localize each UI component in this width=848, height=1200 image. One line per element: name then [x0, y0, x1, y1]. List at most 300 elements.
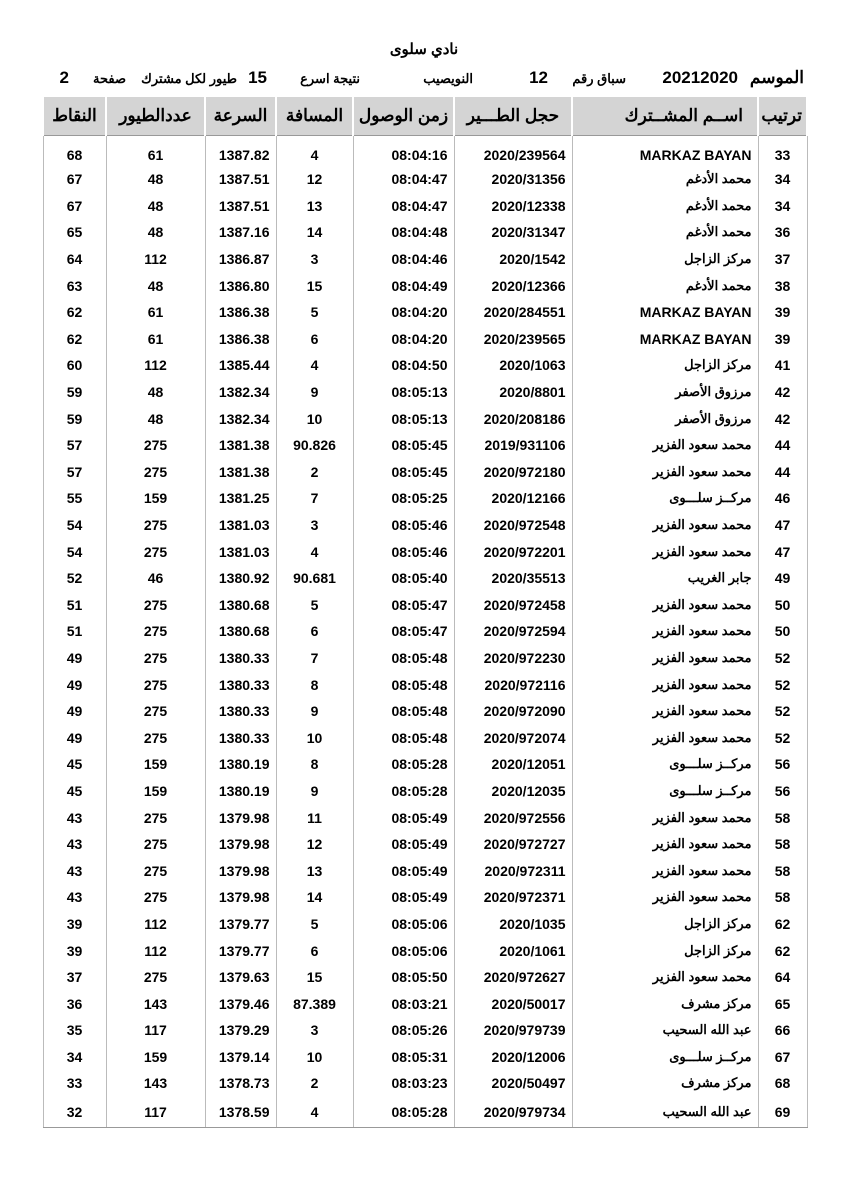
ring-cell: 2020/31347	[454, 219, 572, 246]
bird-count-cell: 117	[106, 1017, 205, 1044]
participant-cell: محمد سعود الفزير	[572, 618, 758, 645]
bird-count-cell: 275	[106, 671, 205, 698]
arrival-time-cell: 08:05:28	[353, 1097, 454, 1128]
table-row	[43, 990, 807, 1017]
points-cell: 37	[43, 964, 106, 991]
table-row	[43, 219, 807, 246]
points-cell: 45	[43, 751, 106, 778]
rank-cell: 44	[758, 459, 807, 486]
points-cell: 54	[43, 538, 106, 565]
table-row	[43, 911, 807, 938]
points-cell: 54	[43, 512, 106, 539]
bird-count-cell: 275	[106, 698, 205, 725]
ring-cell: 2020/12338	[454, 193, 572, 220]
arrival-time-cell: 08:05:49	[353, 804, 454, 831]
speed-cell: 1387.16	[205, 219, 276, 246]
rank-cell: 36	[758, 219, 807, 246]
distance-cell: 87.389	[276, 990, 353, 1017]
participant-cell: مركز مشرف	[572, 1070, 758, 1097]
arrival-time-cell: 08:05:46	[353, 538, 454, 565]
bird-count-cell: 143	[106, 990, 205, 1017]
rank-cell: 37	[758, 246, 807, 273]
ring-cell: 2020/972090	[454, 698, 572, 725]
points-cell: 35	[43, 1017, 106, 1044]
points-cell: 45	[43, 778, 106, 805]
distance-cell: 5	[276, 592, 353, 619]
rank-cell: 50	[758, 618, 807, 645]
distance-cell: 4	[276, 1097, 353, 1128]
participant-cell: مركــز سلـــوى	[572, 778, 758, 805]
arrival-time-cell: 08:05:25	[353, 485, 454, 512]
arrival-time-cell: 08:05:49	[353, 857, 454, 884]
table-row	[43, 272, 807, 299]
bird-count-cell: 61	[106, 136, 205, 167]
participant-cell: محمد سعود الفزير	[572, 671, 758, 698]
points-cell: 43	[43, 831, 106, 858]
ring-cell: 2020/972458	[454, 592, 572, 619]
participant-cell: محمد الأدغم	[572, 219, 758, 246]
table-row	[43, 379, 807, 406]
distance-cell: 2	[276, 1070, 353, 1097]
arrival-time-cell: 08:05:45	[353, 459, 454, 486]
points-cell: 59	[43, 405, 106, 432]
points-cell: 67	[43, 166, 106, 193]
participant-cell: محمد الأدغم	[572, 166, 758, 193]
rank-cell: 58	[758, 831, 807, 858]
points-cell: 34	[43, 1044, 106, 1071]
speed-cell: 1380.92	[205, 565, 276, 592]
bird-count-cell: 275	[106, 459, 205, 486]
distance-cell: 10	[276, 1044, 353, 1071]
arrival-time-cell: 08:05:40	[353, 565, 454, 592]
bird-count-cell: 275	[106, 618, 205, 645]
speed-cell: 1387.82	[205, 136, 276, 167]
points-cell: 51	[43, 618, 106, 645]
distance-cell: 2	[276, 459, 353, 486]
participant-cell: محمد الأدغم	[572, 193, 758, 220]
speed-cell: 1379.77	[205, 911, 276, 938]
participant-cell: محمد سعود الفزير	[572, 857, 758, 884]
points-cell: 60	[43, 352, 106, 379]
rank-cell: 34	[758, 193, 807, 220]
bird-count-cell: 48	[106, 219, 205, 246]
bird-count-cell: 143	[106, 1070, 205, 1097]
ring-cell: 2020/972627	[454, 964, 572, 991]
arrival-time-cell: 08:05:49	[353, 831, 454, 858]
race-label: سباق رقم	[572, 71, 626, 86]
result-label: نتيجة اسرع	[300, 71, 360, 86]
arrival-time-cell: 08:04:46	[353, 246, 454, 273]
rank-cell: 38	[758, 272, 807, 299]
participant-cell: مركز الزاجل	[572, 937, 758, 964]
table-row	[43, 512, 807, 539]
arrival-time-cell: 08:05:45	[353, 432, 454, 459]
ring-cell: 2020/972230	[454, 645, 572, 672]
ring-cell: 2020/208186	[454, 405, 572, 432]
points-cell: 49	[43, 671, 106, 698]
speed-cell: 1379.77	[205, 937, 276, 964]
rank-cell: 52	[758, 698, 807, 725]
bird-count-cell: 275	[106, 831, 205, 858]
bird-count-cell: 275	[106, 804, 205, 831]
arrival-time-cell: 08:05:28	[353, 778, 454, 805]
table-row	[43, 724, 807, 751]
speed-cell: 1381.25	[205, 485, 276, 512]
table-row	[43, 1044, 807, 1071]
rank-cell: 67	[758, 1044, 807, 1071]
speed-cell: 1387.51	[205, 166, 276, 193]
bird-count-cell: 112	[106, 246, 205, 273]
speed-cell: 1378.59	[205, 1097, 276, 1128]
rank-cell: 56	[758, 751, 807, 778]
participant-cell: مركز الزاجل	[572, 911, 758, 938]
speed-cell: 1379.98	[205, 831, 276, 858]
col-speed: السرعة	[205, 96, 276, 136]
table-row	[43, 698, 807, 725]
table-row	[43, 1097, 807, 1128]
points-cell: 64	[43, 246, 106, 273]
col-ring: حجل الطـــير	[454, 96, 572, 136]
distance-cell: 4	[276, 538, 353, 565]
points-cell: 62	[43, 299, 106, 326]
ring-cell: 2020/972116	[454, 671, 572, 698]
points-cell: 55	[43, 485, 106, 512]
table-row	[43, 166, 807, 193]
speed-cell: 1382.34	[205, 379, 276, 406]
bird-count-cell: 275	[106, 432, 205, 459]
page-number: 2	[59, 68, 69, 87]
bird-count-cell: 48	[106, 193, 205, 220]
distance-cell: 8	[276, 751, 353, 778]
ring-cell: 2020/284551	[454, 299, 572, 326]
bird-count-cell: 275	[106, 512, 205, 539]
results-table	[42, 95, 808, 1128]
participant-cell: مرزوق الأصفر	[572, 379, 758, 406]
speed-cell: 1386.38	[205, 326, 276, 353]
participant-cell: مركز مشرف	[572, 990, 758, 1017]
table-row	[43, 804, 807, 831]
speed-cell: 1386.80	[205, 272, 276, 299]
points-cell: 52	[43, 565, 106, 592]
participant-cell: عبد الله السحيب	[572, 1017, 758, 1044]
distance-cell: 7	[276, 645, 353, 672]
table-row	[43, 751, 807, 778]
ring-cell: 2020/8801	[454, 379, 572, 406]
distance-cell: 5	[276, 911, 353, 938]
birds-label: طيور لكل مشترك	[141, 71, 237, 86]
rank-cell: 34	[758, 166, 807, 193]
distance-cell: 8	[276, 671, 353, 698]
speed-cell: 1387.51	[205, 193, 276, 220]
rank-cell: 49	[758, 565, 807, 592]
speed-cell: 1382.34	[205, 405, 276, 432]
arrival-time-cell: 08:05:06	[353, 937, 454, 964]
bird-count-cell: 117	[106, 1097, 205, 1128]
points-cell: 68	[43, 136, 106, 167]
speed-cell: 1379.29	[205, 1017, 276, 1044]
table-row	[43, 538, 807, 565]
bird-count-cell: 48	[106, 272, 205, 299]
arrival-time-cell: 08:04:48	[353, 219, 454, 246]
speed-cell: 1381.03	[205, 512, 276, 539]
distance-cell: 10	[276, 405, 353, 432]
season-label: الموسم	[749, 68, 804, 87]
ring-cell: 2020/972180	[454, 459, 572, 486]
bird-count-cell: 112	[106, 937, 205, 964]
distance-cell: 3	[276, 512, 353, 539]
table-row	[43, 299, 807, 326]
table-row	[43, 618, 807, 645]
speed-cell: 1379.63	[205, 964, 276, 991]
ring-cell: 2020/1542	[454, 246, 572, 273]
distance-cell: 7	[276, 485, 353, 512]
arrival-time-cell: 08:04:20	[353, 299, 454, 326]
participant-cell: مركز الزاجل	[572, 352, 758, 379]
ring-cell: 2020/979739	[454, 1017, 572, 1044]
bird-count-cell: 159	[106, 778, 205, 805]
participant-cell: محمد سعود الفزير	[572, 432, 758, 459]
rank-cell: 58	[758, 804, 807, 831]
participant-cell: مرزوق الأصفر	[572, 405, 758, 432]
rank-cell: 58	[758, 857, 807, 884]
participant-cell: محمد سعود الفزير	[572, 804, 758, 831]
rank-cell: 52	[758, 724, 807, 751]
table-row	[43, 193, 807, 220]
arrival-time-cell: 08:05:48	[353, 698, 454, 725]
rank-cell: 52	[758, 671, 807, 698]
distance-cell: 3	[276, 1017, 353, 1044]
bird-count-cell: 275	[106, 592, 205, 619]
points-cell: 63	[43, 272, 106, 299]
speed-cell: 1380.33	[205, 724, 276, 751]
ring-cell: 2020/972311	[454, 857, 572, 884]
distance-cell: 90.681	[276, 565, 353, 592]
speed-cell: 1380.33	[205, 645, 276, 672]
participant-cell: مركــز سلـــوى	[572, 751, 758, 778]
arrival-time-cell: 08:05:06	[353, 911, 454, 938]
speed-cell: 1381.03	[205, 538, 276, 565]
arrival-time-cell: 08:04:16	[353, 136, 454, 167]
arrival-time-cell: 08:04:47	[353, 166, 454, 193]
speed-cell: 1380.33	[205, 698, 276, 725]
arrival-time-cell: 08:05:26	[353, 1017, 454, 1044]
points-cell: 32	[43, 1097, 106, 1128]
participant-cell: MARKAZ BAYAN	[572, 136, 758, 167]
bird-count-cell: 112	[106, 911, 205, 938]
table-row	[43, 432, 807, 459]
ring-cell: 2020/12035	[454, 778, 572, 805]
rank-cell: 41	[758, 352, 807, 379]
participant-cell: محمد سعود الفزير	[572, 831, 758, 858]
participant-cell: محمد سعود الفزير	[572, 645, 758, 672]
participant-cell: محمد الأدغم	[572, 272, 758, 299]
ring-cell: 2020/12006	[454, 1044, 572, 1071]
points-cell: 49	[43, 724, 106, 751]
distance-cell: 6	[276, 326, 353, 353]
distance-cell: 4	[276, 136, 353, 167]
arrival-time-cell: 08:05:49	[353, 884, 454, 911]
table-row	[43, 352, 807, 379]
points-cell: 57	[43, 459, 106, 486]
speed-cell: 1386.87	[205, 246, 276, 273]
speed-cell: 1386.38	[205, 299, 276, 326]
table-row	[43, 592, 807, 619]
arrival-time-cell: 08:05:28	[353, 751, 454, 778]
distance-cell: 9	[276, 379, 353, 406]
rank-cell: 47	[758, 512, 807, 539]
ring-cell: 2020/12051	[454, 751, 572, 778]
speed-cell: 1381.38	[205, 432, 276, 459]
table-row	[43, 246, 807, 273]
rank-cell: 66	[758, 1017, 807, 1044]
distance-cell: 13	[276, 857, 353, 884]
participant-cell: محمد سعود الفزير	[572, 512, 758, 539]
participant-cell: مركــز سلـــوى	[572, 1044, 758, 1071]
birds-count: 15	[248, 68, 267, 87]
ring-cell: 2020/239565	[454, 326, 572, 353]
table-row	[43, 565, 807, 592]
points-cell: 49	[43, 645, 106, 672]
rank-cell: 58	[758, 884, 807, 911]
speed-cell: 1380.68	[205, 618, 276, 645]
distance-cell: 11	[276, 804, 353, 831]
ring-cell: 2020/972556	[454, 804, 572, 831]
club-title: نادي سلوى	[389, 41, 459, 58]
col-bird-count: عددالطيور	[106, 96, 205, 136]
points-cell: 67	[43, 193, 106, 220]
table-row	[43, 964, 807, 991]
table-row	[43, 671, 807, 698]
speed-cell: 1379.14	[205, 1044, 276, 1071]
bird-count-cell: 275	[106, 884, 205, 911]
bird-count-cell: 159	[106, 485, 205, 512]
distance-cell: 14	[276, 884, 353, 911]
bird-count-cell: 48	[106, 379, 205, 406]
distance-cell: 10	[276, 724, 353, 751]
ring-cell: 2020/972201	[454, 538, 572, 565]
bird-count-cell: 275	[106, 857, 205, 884]
col-rank: ترتيب	[758, 96, 807, 136]
speed-cell: 1380.68	[205, 592, 276, 619]
distance-cell: 15	[276, 272, 353, 299]
speed-cell: 1380.33	[205, 671, 276, 698]
arrival-time-cell: 08:05:48	[353, 645, 454, 672]
distance-cell: 14	[276, 219, 353, 246]
participant-cell: محمد سعود الفزير	[572, 698, 758, 725]
points-cell: 33	[43, 1070, 106, 1097]
col-participant: اســم المشــترك	[572, 96, 758, 136]
rank-cell: 62	[758, 911, 807, 938]
rank-cell: 50	[758, 592, 807, 619]
arrival-time-cell: 08:05:13	[353, 405, 454, 432]
speed-cell: 1380.19	[205, 751, 276, 778]
points-cell: 36	[43, 990, 106, 1017]
ring-cell: 2020/972371	[454, 884, 572, 911]
participant-cell: محمد سعود الفزير	[572, 884, 758, 911]
participant-cell: MARKAZ BAYAN	[572, 326, 758, 353]
points-cell: 43	[43, 804, 106, 831]
arrival-time-cell: 08:05:13	[353, 379, 454, 406]
ring-cell: 2020/35513	[454, 565, 572, 592]
bird-count-cell: 275	[106, 724, 205, 751]
participant-cell: مركز الزاجل	[572, 246, 758, 273]
table-row	[43, 857, 807, 884]
points-cell: 49	[43, 698, 106, 725]
arrival-time-cell: 08:05:47	[353, 618, 454, 645]
location: النويصيب	[423, 71, 473, 86]
bird-count-cell: 46	[106, 565, 205, 592]
rank-cell: 33	[758, 136, 807, 167]
distance-cell: 3	[276, 246, 353, 273]
rank-cell: 42	[758, 379, 807, 406]
table-row	[43, 459, 807, 486]
bird-count-cell: 61	[106, 299, 205, 326]
table-row	[43, 485, 807, 512]
col-points: النقاط	[43, 96, 106, 136]
table-row	[43, 645, 807, 672]
points-cell: 51	[43, 592, 106, 619]
participant-cell: محمد سعود الفزير	[572, 592, 758, 619]
arrival-time-cell: 08:04:50	[353, 352, 454, 379]
race-number: 12	[529, 68, 548, 87]
points-cell: 39	[43, 911, 106, 938]
participant-cell: مركــز سلـــوى	[572, 485, 758, 512]
rank-cell: 69	[758, 1097, 807, 1128]
ring-cell: 2020/972727	[454, 831, 572, 858]
points-cell: 62	[43, 326, 106, 353]
speed-cell: 1379.46	[205, 990, 276, 1017]
arrival-time-cell: 08:05:31	[353, 1044, 454, 1071]
ring-cell: 2020/972594	[454, 618, 572, 645]
bird-count-cell: 159	[106, 1044, 205, 1071]
distance-cell: 6	[276, 618, 353, 645]
rank-cell: 46	[758, 485, 807, 512]
bird-count-cell: 275	[106, 538, 205, 565]
distance-cell: 6	[276, 937, 353, 964]
table-row	[43, 831, 807, 858]
table-row	[43, 405, 807, 432]
distance-cell: 9	[276, 778, 353, 805]
speed-cell: 1379.98	[205, 884, 276, 911]
table-row	[43, 884, 807, 911]
bird-count-cell: 112	[106, 352, 205, 379]
bird-count-cell: 61	[106, 326, 205, 353]
table-row	[43, 1070, 807, 1097]
table-row	[43, 136, 807, 167]
points-cell: 43	[43, 857, 106, 884]
arrival-time-cell: 08:04:47	[353, 193, 454, 220]
bird-count-cell: 48	[106, 166, 205, 193]
ring-cell: 2020/972548	[454, 512, 572, 539]
rank-cell: 62	[758, 937, 807, 964]
points-cell: 43	[43, 884, 106, 911]
rank-cell: 52	[758, 645, 807, 672]
arrival-time-cell: 08:05:50	[353, 964, 454, 991]
page-label: صفحة	[93, 71, 126, 86]
distance-cell: 90.826	[276, 432, 353, 459]
table-row	[43, 326, 807, 353]
col-distance: المسافة	[276, 96, 353, 136]
arrival-time-cell: 08:05:48	[353, 671, 454, 698]
ring-cell: 2020/12366	[454, 272, 572, 299]
rank-cell: 39	[758, 326, 807, 353]
ring-cell: 2020/12166	[454, 485, 572, 512]
arrival-time-cell: 08:04:20	[353, 326, 454, 353]
distance-cell: 15	[276, 964, 353, 991]
table-row	[43, 1017, 807, 1044]
table-row	[43, 778, 807, 805]
speed-cell: 1385.44	[205, 352, 276, 379]
